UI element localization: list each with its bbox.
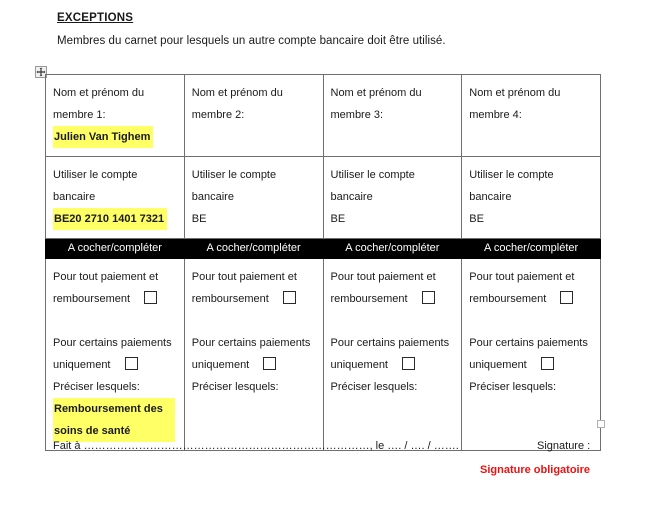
opt2-line1-3: Pour certains paiements	[330, 337, 450, 349]
cell-name-3[interactable]	[323, 75, 462, 157]
opt1-line1-3: Pour tout paiement et	[330, 271, 436, 283]
options-spacer-4	[469, 310, 600, 332]
cell-options-3[interactable]	[323, 259, 462, 451]
bank-label-line2-1: bancaire	[53, 191, 96, 203]
cell-name-2[interactable]	[184, 75, 323, 157]
opt2-line1-1: Pour certains paiements	[53, 337, 172, 349]
table-resize-handle-icon[interactable]	[597, 420, 605, 428]
options-spacer-2	[192, 310, 323, 332]
opt2-line1-2: Pour certains paiements	[191, 337, 311, 349]
checkbox-all-payments-1[interactable]	[144, 291, 157, 304]
opt1-line1-4: Pour tout paiement et	[469, 271, 575, 283]
table-row-bank-accounts	[46, 157, 601, 239]
specify-label-4: Préciser lesquels:	[469, 381, 557, 393]
bank-label-line2-2: bancaire	[191, 191, 234, 203]
specify-value-line2-1[interactable]: soins de santé	[53, 420, 175, 442]
banner-cell-2: A cocher/compléter	[184, 239, 323, 259]
banner-cell-1: A cocher/compléter	[46, 239, 185, 259]
name-value-1[interactable]: Julien Van Tighem	[53, 126, 153, 148]
opt1-line2-2: remboursement	[191, 293, 269, 305]
table-row-banner	[46, 239, 601, 259]
checkbox-all-payments-4[interactable]	[560, 291, 573, 304]
bank-label-line1-3: Utiliser le compte	[330, 169, 415, 181]
bank-value-1[interactable]: BE20 2710 1401 7321	[53, 208, 167, 230]
cell-name-1[interactable]	[46, 75, 185, 157]
name-label-line1-3: Nom et prénom du	[330, 87, 422, 99]
opt1-line2-1: remboursement	[53, 293, 131, 305]
name-label-line2-4: membre 4:	[469, 109, 522, 121]
table-row-member-names	[46, 75, 601, 157]
opt2-line1-4: Pour certains paiements	[469, 337, 588, 349]
table-row-options	[46, 259, 601, 451]
cell-bank-1[interactable]	[46, 157, 185, 239]
cell-bank-4[interactable]	[462, 157, 601, 239]
checkbox-some-payments-4[interactable]	[541, 357, 554, 370]
bank-label-line2-4: bancaire	[469, 191, 512, 203]
opt1-line1-2: Pour tout paiement et	[191, 271, 297, 283]
checkbox-some-payments-2[interactable]	[263, 357, 276, 370]
opt2-line2-4: uniquement	[469, 359, 527, 371]
name-label-line1-1: Nom et prénom du	[53, 87, 145, 99]
name-label-line2-2: membre 2:	[191, 109, 245, 121]
opt2-line2-1: uniquement	[53, 359, 111, 371]
exceptions-table	[45, 74, 601, 451]
checkbox-all-payments-2[interactable]	[283, 291, 296, 304]
name-label-line2-1: membre 1:	[53, 109, 106, 121]
specify-label-3: Préciser lesquels:	[330, 381, 418, 393]
banner-cell-3: A cocher/compléter	[323, 239, 462, 259]
bank-label-line1-1: Utiliser le compte	[53, 169, 138, 181]
bank-value-3[interactable]: BE	[330, 213, 346, 225]
specify-label-2: Préciser lesquels:	[191, 381, 279, 393]
name-label-line1-2: Nom et prénom du	[191, 87, 283, 99]
bank-label-line1-2: Utiliser le compte	[191, 169, 277, 181]
checkbox-some-payments-1[interactable]	[125, 357, 138, 370]
signature-label: Signature :	[537, 440, 591, 452]
opt1-line2-4: remboursement	[469, 293, 547, 305]
cell-name-4[interactable]	[462, 75, 601, 157]
intro-paragraph: Membres du carnet pour lesquels un autre compte bancaire doit être utilisé.	[57, 35, 446, 47]
options-spacer-1	[53, 310, 184, 332]
opt1-line1-1: Pour tout paiement et	[53, 271, 159, 283]
banner-cell-4: A cocher/compléter	[462, 239, 601, 259]
cell-bank-3[interactable]	[323, 157, 462, 239]
name-label-line1-4: Nom et prénom du	[469, 87, 561, 99]
page-title: EXCEPTIONS	[57, 12, 134, 24]
cell-options-2[interactable]	[184, 259, 323, 451]
cell-bank-2[interactable]	[184, 157, 323, 239]
specify-value-line1-1[interactable]: Remboursement des	[53, 398, 175, 420]
specify-label-1: Préciser lesquels:	[53, 381, 140, 393]
options-spacer-3	[331, 310, 462, 332]
name-label-line2-3: membre 3:	[330, 109, 384, 121]
opt1-line2-3: remboursement	[330, 293, 408, 305]
bank-value-2[interactable]: BE	[191, 213, 207, 225]
cell-options-1[interactable]	[46, 259, 185, 451]
signature-required-note: Signature obligatoire	[480, 464, 591, 476]
cell-options-4[interactable]	[462, 259, 601, 451]
bank-label-line1-4: Utiliser le compte	[469, 169, 554, 181]
place-date-line[interactable]: Fait à ……………………………………………………………………, le …. / …. / …….	[53, 440, 459, 452]
checkbox-all-payments-3[interactable]	[422, 291, 435, 304]
opt2-line2-3: uniquement	[330, 359, 388, 371]
checkbox-some-payments-3[interactable]	[402, 357, 415, 370]
bank-value-4[interactable]: BE	[469, 213, 484, 225]
bank-label-line2-3: bancaire	[330, 191, 373, 203]
opt2-line2-2: uniquement	[191, 359, 250, 371]
